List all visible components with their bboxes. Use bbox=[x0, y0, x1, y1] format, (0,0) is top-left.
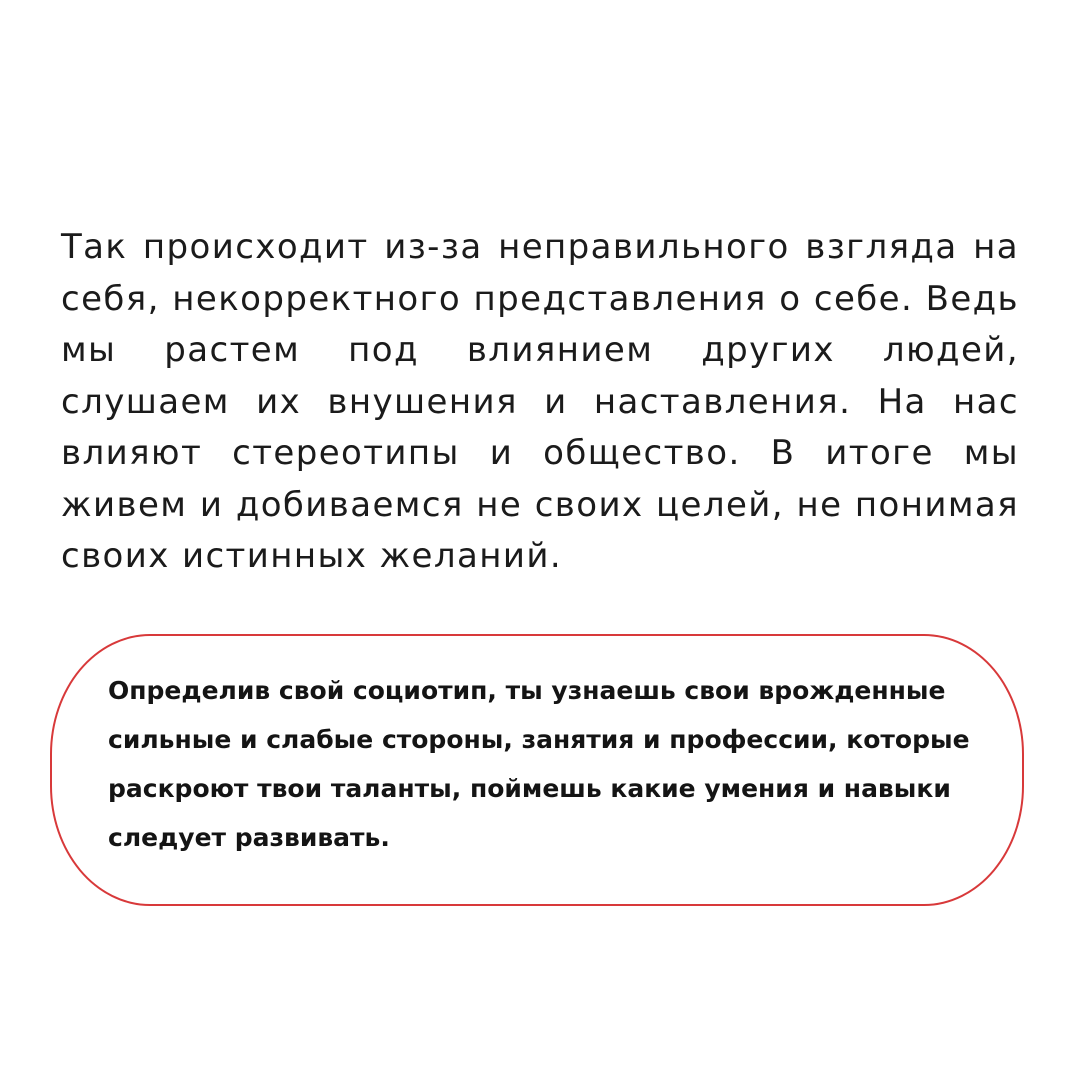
highlight-callout-text: Определив свой социотип, ты узнаешь свои врожденные сильные и слабые стороны, занятия и профессии, которые раскроют твои таланты, поймешь какие умения и навыки следует развивать. bbox=[108, 676, 970, 852]
main-paragraph: Так происходит из-за неправильного взгляда на себя, некорректного представления о себе. Ведь мы растем под влиянием других людей, слушаем их внушения и наставления. На нас влияют стереотипы и общество. В итоге мы живем и добиваемся не своих целей, не понимая своих истинных желаний. bbox=[61, 227, 1019, 576]
